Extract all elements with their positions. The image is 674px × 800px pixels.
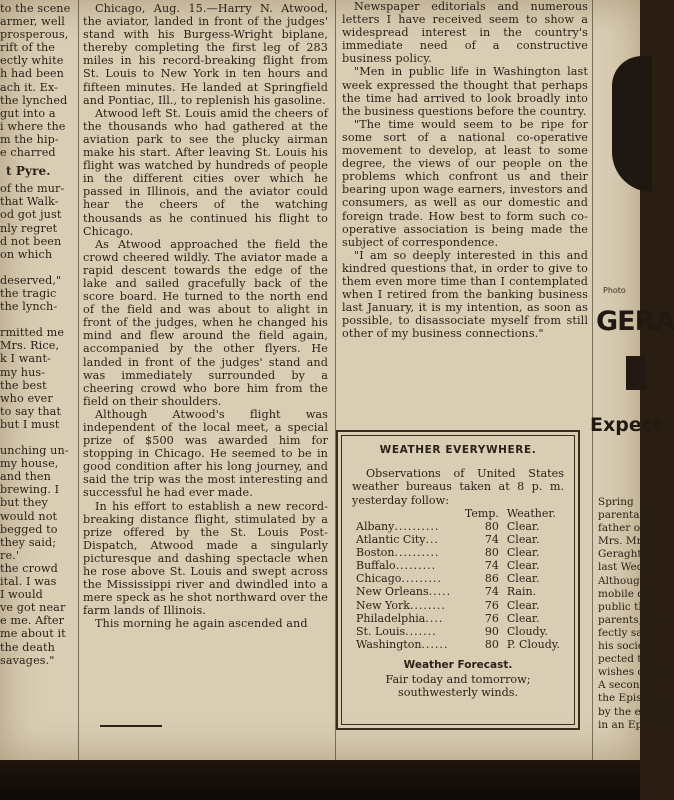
col1-line: my hus- — [0, 365, 46, 379]
photo-fragment — [612, 56, 652, 192]
weather-temp: 90 — [484, 624, 499, 638]
weather-condition: Clear. — [506, 546, 540, 560]
weather-temp: 86 — [484, 572, 499, 586]
weather-city: Buffalo......... — [356, 559, 437, 573]
weather-city: Boston.......... — [356, 546, 440, 560]
col1-line: to the scene — [0, 2, 71, 15]
weather-condition: Cloudy. — [506, 624, 548, 638]
col1-line: brewing. I — [0, 483, 60, 497]
col1-line: the tragic — [0, 286, 57, 300]
col1-line: who ever — [0, 391, 53, 405]
col1-line: of the mur- — [0, 182, 65, 196]
col4-line: parental — [598, 509, 643, 522]
col1-line: ach it. Ex- — [0, 80, 59, 94]
photo-credit: Photo — [603, 286, 626, 295]
col1-line: unching un- — [0, 444, 69, 458]
weather-box — [336, 430, 580, 730]
col1-line: the death — [0, 640, 55, 654]
weather-title: WEATHER EVERYWHERE. — [379, 444, 537, 456]
leader-dots: ......... — [395, 559, 437, 573]
col4-line: fectly satis — [598, 626, 656, 639]
weather-condition: Clear. — [506, 533, 540, 547]
col1-line: m the hip- — [0, 132, 59, 146]
article-paragraph: "The time would seem to be ripe for some sort of a national co-operative movement to develop, at least to some degree, the views of our people on the problems which confront us and their bearing upon wage earners, investors and consumers, as well as our domestic and foreign trade. How best to form such co-operative association is being made the subject of correspondence. — [342, 117, 588, 249]
article-paragraph: Chicago, Aug. 15.—Harry N. Atwood, the aviator, landed in front of the judges' stand with his Burgess-Wright biplane, thereby completing the first leg of 283 miles in his record-breaking flight from St. Louis to New York in ten hours and fifteen minutes. He landed at Springfield and Pontiac, Ill., to replenish his gasoline. — [83, 2, 328, 107]
col4-line: the Episcop — [598, 692, 661, 705]
weather-table — [356, 507, 560, 651]
weather-city: Chicago......... — [356, 572, 442, 586]
col1-line: the lynch- — [0, 300, 58, 314]
col1-line: h had been — [0, 67, 64, 81]
col1-line: the best — [0, 378, 47, 392]
col1-line: i where the — [0, 119, 66, 133]
col1-line: ectly white — [0, 54, 64, 68]
col1-line: the crowd — [0, 561, 58, 575]
col1-line: the lynched — [0, 93, 68, 107]
col1-line — [0, 261, 74, 274]
leader-dots: .......... — [394, 520, 440, 534]
column-left-clipped — [0, 2, 74, 667]
weather-row — [356, 520, 560, 533]
article-paragraph: As Atwood approached the field the crowd cheered wildly. The aviator made a rapid descent towards the edge of the lake and sailed gracefully back of the score board. He turned to the north end of the field and was about to alight in front of the judges, when he changed his mind and flew around the field again, accompanied by the other flyers. He landed in front of the judges' stand and was immediately surrounded by a cheering crowd who bore him from the field on their shoulders. — [83, 237, 328, 408]
weather-header: Weather. — [506, 506, 556, 520]
col4-line: his society — [598, 640, 655, 653]
col1-line: e charred — [0, 146, 56, 160]
leader-dots: ...... — [421, 637, 449, 651]
weather-temp: 76 — [484, 611, 499, 625]
weather-row — [356, 625, 560, 638]
weather-city: St. Louis....... — [356, 624, 437, 638]
col1-line: re.' — [0, 548, 20, 562]
weather-row — [356, 533, 560, 546]
col4-line: Spring — [598, 496, 634, 508]
temp-header: Temp. — [464, 506, 499, 520]
col4-line: A second — [598, 679, 647, 692]
col1-line: but I must — [0, 417, 60, 431]
col1-line: they said; — [0, 535, 57, 549]
col4-line: parents, be — [598, 613, 659, 626]
col4-line: mobile do — [598, 587, 651, 600]
weather-city: Albany.......... — [356, 520, 440, 534]
col1-line: begged to — [0, 522, 58, 536]
col1-line: my house, — [0, 457, 59, 471]
col4-line: Geraghty, — [598, 548, 650, 561]
article-paragraph-continued: This morning he again ascended and — [95, 617, 308, 631]
col1-line: would not — [0, 509, 58, 523]
forecast-title: Weather Forecast. — [403, 658, 513, 671]
leader-dots: .... — [425, 611, 444, 625]
weather-condition: Clear. — [506, 611, 540, 625]
leader-dots: ......... — [401, 572, 442, 586]
column-right-clipped — [598, 496, 664, 732]
weather-row — [356, 572, 560, 585]
column1-lines-b — [0, 182, 74, 666]
weather-row — [356, 612, 560, 625]
weather-rows — [356, 520, 560, 651]
weather-city: Atlantic City... — [356, 533, 439, 547]
weather-row — [356, 638, 560, 651]
article-paragraph: In his effort to establish a new record-breaking distance flight, stimulated by a prize offered by the St. Louis Post-Dispatch, Atwood made a singularly picturesque and dashing spectacle when he rose above St. Louis and swept across the Mississippi river and dwindled into a mere speck as he shot northward over the farm lands of Illinois. — [83, 499, 328, 618]
col4-line: last Wedn — [598, 561, 651, 574]
col1-line: savages." — [0, 653, 55, 667]
col1-line: e me. After — [0, 614, 65, 628]
weather-condition: Clear. — [506, 520, 540, 534]
weather-row — [356, 559, 560, 572]
column-rule — [592, 0, 593, 760]
col1-line: me about it — [0, 627, 66, 641]
article-atwood-flight — [83, 2, 328, 631]
col1-line: prosperous, — [0, 28, 69, 42]
col1-line: od got just — [0, 208, 62, 222]
col1-line: on which — [0, 247, 53, 261]
leader-dots: ....... — [405, 624, 437, 638]
article-paragraph: Atwood left St. Louis amid the cheers of the thousands who had gathered at the aviation park to see the plucky airman make his start. After leaving St. Louis his flight was watched by hundreds of people in the different cities over which he passed in Illinois, and the aviator could hear the cheers of the watching thousands as he continued his flight to Chicago. — [83, 106, 328, 238]
weather-temp: 80 — [484, 546, 499, 560]
col1-line: d not been — [0, 234, 62, 248]
weather-city: New Orleans..... — [356, 585, 452, 599]
col1-line: to say that — [0, 404, 62, 418]
weather-temp: 80 — [484, 637, 499, 651]
weather-temp: 74 — [484, 559, 499, 573]
col1-subhead: t Pyre. — [6, 164, 51, 179]
weather-condition: Rain. — [506, 585, 537, 599]
weather-condition: Clear. — [506, 572, 540, 586]
city-header — [356, 507, 465, 520]
weather-condition: Clear. — [506, 559, 540, 573]
col1-line — [0, 431, 74, 444]
leader-dots: ... — [425, 533, 439, 547]
col1-line: rmitted me — [0, 326, 65, 340]
weather-row — [356, 599, 560, 612]
page-bottom-shadow — [0, 760, 640, 800]
col1-line: and then — [0, 470, 51, 484]
column-rule — [78, 0, 79, 760]
article-paragraph: "Men in public life in Washington last week expressed the thought that perhaps the time had arrived to look broadly into the business questions before the country. — [342, 65, 588, 118]
col1-line: but they — [0, 496, 48, 510]
weather-city: Washington...... — [356, 637, 449, 651]
leader-dots: .......... — [394, 546, 440, 560]
col1-line: ital. I was — [0, 575, 57, 589]
col1-line: armer, well — [0, 15, 65, 29]
weather-condition: Clear. — [506, 598, 540, 612]
weather-temp: 74 — [484, 585, 499, 599]
headline-fragment — [626, 356, 646, 390]
column1-lines-a — [0, 2, 74, 159]
col1-line: k I want- — [0, 352, 51, 366]
weather-temp: 80 — [484, 520, 499, 534]
weather-intro — [352, 467, 564, 507]
col1-line: ve got near — [0, 601, 66, 615]
article-paragraph: "I am so deeply interested in this and kindred questions that, in order to give to them even more time than I contemplated when I retired from the banking business last January, it is my intention, as soon as possible, to disassociate myself from still other of my business connections." — [342, 248, 588, 341]
col4-line: by the elope — [598, 705, 664, 718]
col4-line: Althoug — [598, 574, 640, 587]
article-paragraph: Although Atwood's flight was independent of the local meet, a special prize of $500 was awarded him for stopping in Chicago. He seemed to be in good condition after his long journey, and said the trip was the most interesting and successful he had ever made. — [83, 407, 328, 500]
weather-temp: 74 — [484, 533, 499, 547]
article-paragraph: Newspaper editorials and numerous letters I have received seem to show a widespread interest in the country's immediate need of a constructive business policy. — [342, 0, 588, 66]
col4-line: father of — [598, 522, 644, 535]
col1-line: rift of the — [0, 41, 55, 55]
weather-city: Philadelphia.... — [356, 611, 444, 625]
col1-line: deserved," — [0, 273, 62, 287]
headline-clipped: GERA — [596, 306, 674, 337]
leader-dots: ........ — [409, 598, 446, 612]
weather-city: New York........ — [356, 598, 446, 612]
weather-intro-text: Observations of United States weather bureaus taken at 8 p. m. yesterday follow: — [352, 467, 564, 507]
col4-line: Mrs. Mr. — [598, 535, 644, 548]
col1-line: Mrs. Rice, — [0, 339, 60, 353]
subheadline-clipped: Expect — [590, 414, 663, 436]
weather-condition: P. Cloudy. — [506, 637, 560, 651]
col1-line: that Walk- — [0, 195, 59, 209]
col1-line: I would — [0, 588, 43, 602]
col4-line: pected to r — [598, 653, 657, 666]
col4-line: public the — [598, 600, 652, 613]
weather-table-header — [356, 507, 560, 520]
weather-row — [356, 546, 560, 559]
weather-temp: 76 — [484, 598, 499, 612]
forecast-text: Fair today and tomorrow; southwesterly winds. — [385, 673, 531, 700]
article-business-policy — [342, 0, 588, 340]
leader-dots: ..... — [428, 585, 452, 599]
col1-line: nly regret — [0, 221, 58, 235]
weather-row — [356, 585, 560, 598]
col4-line: in an Episco — [598, 718, 664, 731]
col1-line — [0, 313, 74, 326]
underline-mark — [100, 725, 162, 727]
col1-line: gut into a — [0, 106, 56, 120]
col4-line: wishes of th — [598, 666, 662, 679]
